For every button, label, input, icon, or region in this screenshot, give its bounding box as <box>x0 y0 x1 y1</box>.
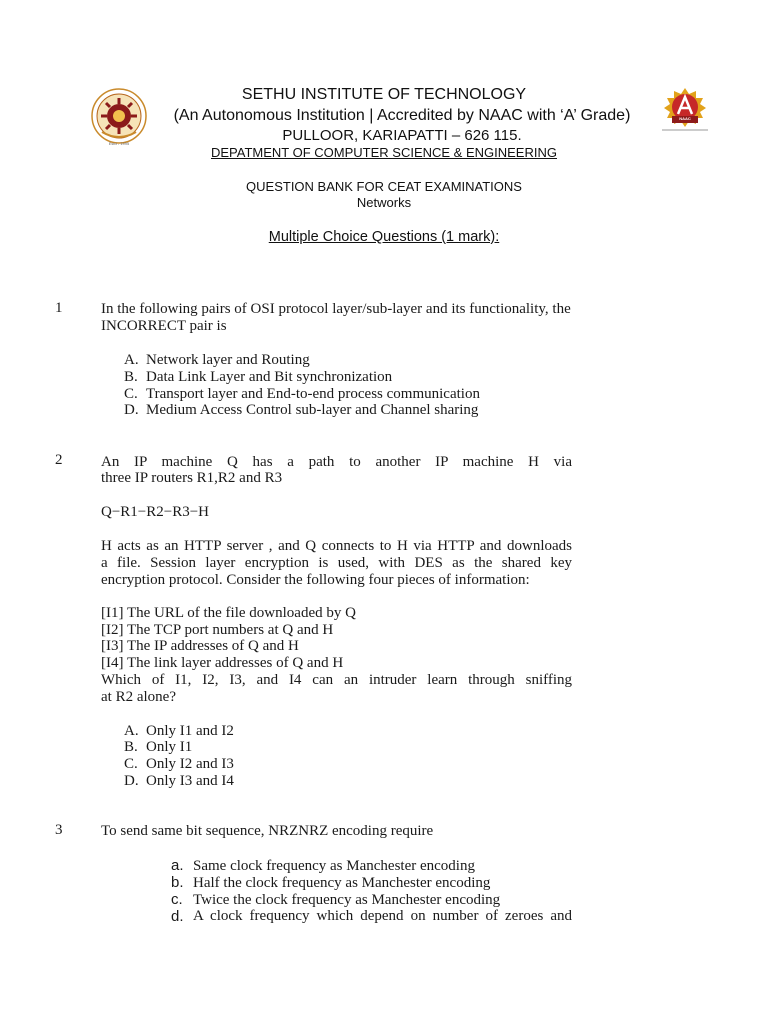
option-text: Transport layer and End-to-end process communication <box>146 386 480 402</box>
option-a <box>171 857 475 875</box>
option-b <box>171 874 490 892</box>
option-text: Only I1 <box>146 739 193 755</box>
question-text: a file. Session layer encryption is used, with DES as the shared key <box>101 555 572 571</box>
option-d <box>171 908 572 925</box>
option-letter: D. <box>124 402 139 418</box>
question-text: encryption protocol. Consider the following four pieces of information: <box>101 572 530 588</box>
option-text: Network layer and Routing <box>146 352 310 368</box>
option-letter: C. <box>124 756 138 772</box>
option-text: Half the clock frequency as Manchester encoding <box>193 875 491 891</box>
section-title: Multiple Choice Questions (1 mark): <box>268 229 500 245</box>
logo-year: Estd - 1995 <box>108 141 130 146</box>
option-b <box>124 369 392 386</box>
question-text: To send same bit sequence, NRZNRZ encoding require <box>101 823 434 839</box>
naac-badge-text: NAAC <box>679 116 691 121</box>
option-letter: A. <box>124 723 139 739</box>
option-a <box>124 723 234 740</box>
option-letter: A. <box>124 352 139 368</box>
question-text: at R2 alone? <box>101 689 176 705</box>
option-text: Only I3 and I4 <box>146 773 234 789</box>
option-letter: D. <box>124 773 139 789</box>
option-letter: B. <box>124 369 138 385</box>
question-text: An IP machine Q has a path to another IP machine H via <box>101 454 572 470</box>
option-c <box>124 386 480 403</box>
info-item: [I4] The link layer addresses of Q and H <box>101 655 344 671</box>
option-c <box>124 756 234 773</box>
question-text: H acts as an HTTP server , and Q connects to H via HTTP and downloads <box>101 538 572 554</box>
option-text: Twice the clock frequency as Manchester encoding <box>193 892 501 908</box>
question-text: Which of I1, I2, I3, and I4 can an intruder learn through sniffing <box>101 672 572 688</box>
option-text: Only I2 and I3 <box>146 756 234 772</box>
info-item: [I3] The IP addresses of Q and H <box>101 638 299 654</box>
option-letter: c. <box>171 891 183 908</box>
info-item: [I1] The URL of the file downloaded by Q <box>101 605 356 621</box>
question-number: 2 <box>55 452 63 468</box>
question-number: 1 <box>55 300 63 316</box>
option-a <box>124 352 310 369</box>
subject-name: Networks <box>356 195 412 210</box>
info-item: [I2] The TCP port numbers at Q and H <box>101 622 334 638</box>
option-b <box>124 739 192 756</box>
institution-address: PULLOOR, KARIAPATTI – 626 115. <box>282 127 522 144</box>
question-bank-title: QUESTION BANK FOR CEAT EXAMINATIONS <box>246 179 522 194</box>
option-letter: B. <box>124 739 138 755</box>
institution-name: SETHU INSTITUTE OF TECHNOLOGY <box>241 86 527 103</box>
institution-subtitle: (An Autonomous Institution | Accredited by NAAC with ‘A’ Grade) <box>173 107 631 124</box>
option-letter: b. <box>171 874 184 891</box>
department-name: DEPATMENT OF COMPUTER SCIENCE & ENGINEERING <box>211 145 557 160</box>
option-letter: a. <box>171 857 184 874</box>
option-text: Same clock frequency as Manchester encoding <box>193 858 475 874</box>
option-letter: C. <box>124 386 138 402</box>
option-text: A clock frequency which depend on number of zeroes and <box>193 908 572 924</box>
question-number: 3 <box>55 822 63 838</box>
option-d <box>124 402 478 419</box>
option-d <box>124 773 234 790</box>
option-text: Medium Access Control sub-layer and Channel sharing <box>146 402 479 418</box>
option-letter: d. <box>171 908 184 925</box>
router-path: Q−R1−R2−R3−H <box>101 504 210 520</box>
question-text: In the following pairs of OSI protocol layer/sub-layer and its functionality, the INCORRECT pair is <box>101 301 571 334</box>
option-text: Data Link Layer and Bit synchronization <box>146 369 393 385</box>
question-text: three IP routers R1,R2 and R3 <box>101 470 283 486</box>
option-c <box>171 891 500 909</box>
option-text: Only I1 and I2 <box>146 723 234 739</box>
